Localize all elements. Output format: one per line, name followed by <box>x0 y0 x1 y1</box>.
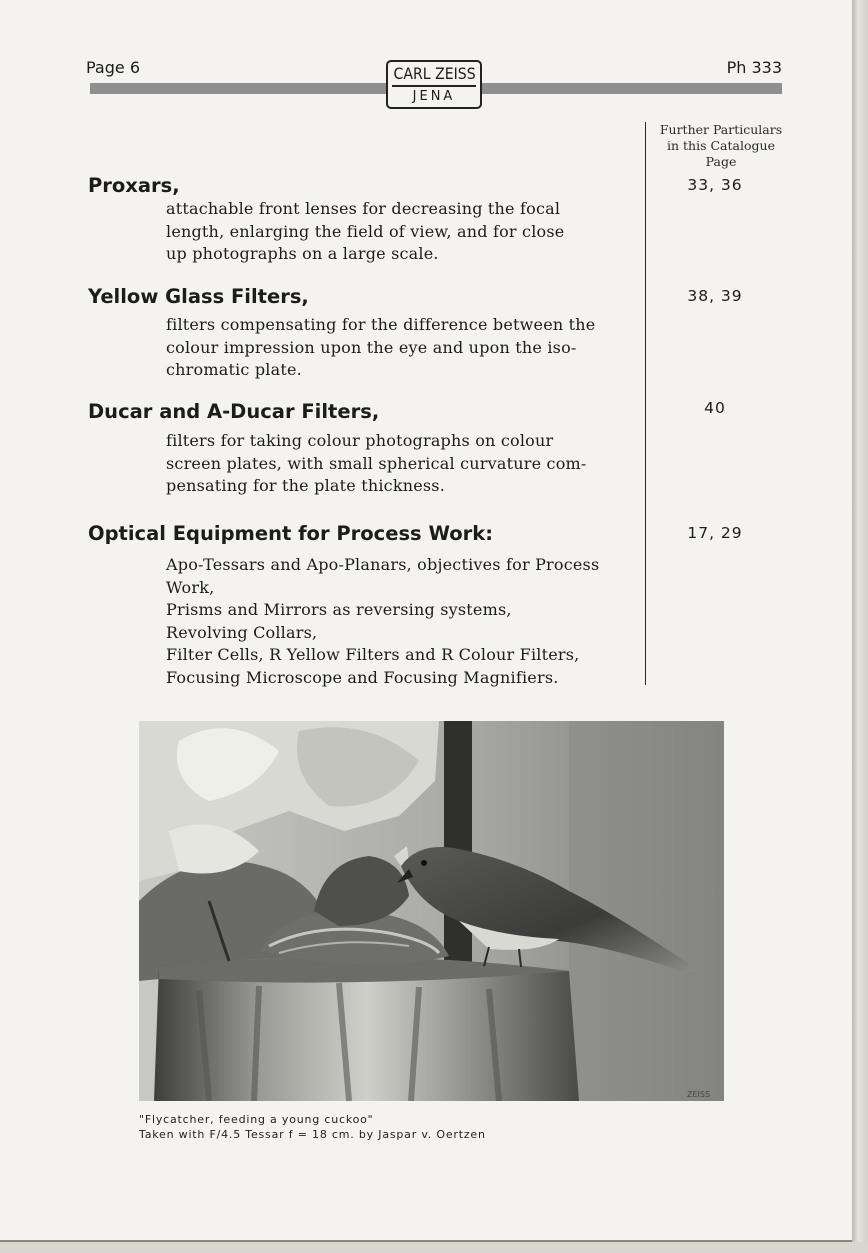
bird-photograph <box>139 721 724 1101</box>
entry-description <box>166 198 622 266</box>
entry-description <box>166 554 622 689</box>
note-line-1: Further Particulars <box>659 122 783 137</box>
description-line: Revolving Collars, <box>166 622 318 642</box>
description-line: up photographs on a large scale. <box>166 244 439 263</box>
logo-line-1: CARL ZEISS <box>393 64 476 83</box>
description-line: screen plates, with small spherical curvature com- <box>166 453 587 473</box>
entry-title: Yellow Glass Filters, <box>88 285 309 308</box>
caption-title: "Flycatcher, feeding a young cuckoo" <box>139 1113 374 1126</box>
description-line: Apo-Tessars and Apo-Planars, objectives for Process <box>166 555 600 574</box>
entry-pages: 33, 36 <box>687 176 743 194</box>
entry-pages: 40 <box>704 399 726 417</box>
note-line-2: in this Catalogue <box>667 138 775 153</box>
entry-description <box>166 314 622 382</box>
logo-line-2: JENA <box>412 89 456 104</box>
entry-pages: 38, 39 <box>687 287 743 305</box>
entry-title: Optical Equipment for Process Work: <box>88 522 494 545</box>
logo-divider <box>392 85 476 87</box>
note-line-3: Page <box>705 154 737 169</box>
description-line: Filter Cells, R Yellow Filters and R Colour Filters, <box>166 645 580 664</box>
description-line: filters compensating for the difference between the <box>166 315 596 334</box>
description-line: pensating for the plate thickness. <box>166 476 445 495</box>
description-line: Work, <box>166 577 215 597</box>
page-bottom-edge <box>0 1242 868 1253</box>
description-line: filters for taking colour photographs on colour <box>166 431 554 450</box>
description-line: Focusing Microscope and Focusing Magnifiers. <box>166 667 559 687</box>
description-line: attachable front lenses for decreasing the focal <box>166 199 561 218</box>
entry-pages: 17, 29 <box>687 524 743 542</box>
caption-credit: Taken with F/4.5 Tessar f = 18 cm. by Jaspar v. Oertzen <box>139 1128 486 1141</box>
photo-watermark: ZEISS <box>687 1090 711 1099</box>
entry-description <box>166 430 622 498</box>
description-line: length, enlarging the field of view, and for close <box>166 221 565 241</box>
further-particulars-note <box>650 122 792 170</box>
entry-title: Proxars, <box>88 174 180 197</box>
description-line: colour impression upon the eye and upon the iso- <box>166 337 577 357</box>
description-line: chromatic plate. <box>166 360 302 379</box>
page-edge <box>852 0 868 1253</box>
page-number: Page 6 <box>86 58 140 77</box>
photo-illustration <box>139 721 724 1101</box>
entry-title: Ducar and A-Ducar Filters, <box>88 400 380 423</box>
description-line: Prisms and Mirrors as reversing systems, <box>166 600 512 619</box>
catalogue-code: Ph 333 <box>726 58 782 77</box>
photo-caption <box>139 1112 486 1142</box>
zeiss-logo <box>386 60 482 109</box>
column-divider <box>645 122 646 685</box>
